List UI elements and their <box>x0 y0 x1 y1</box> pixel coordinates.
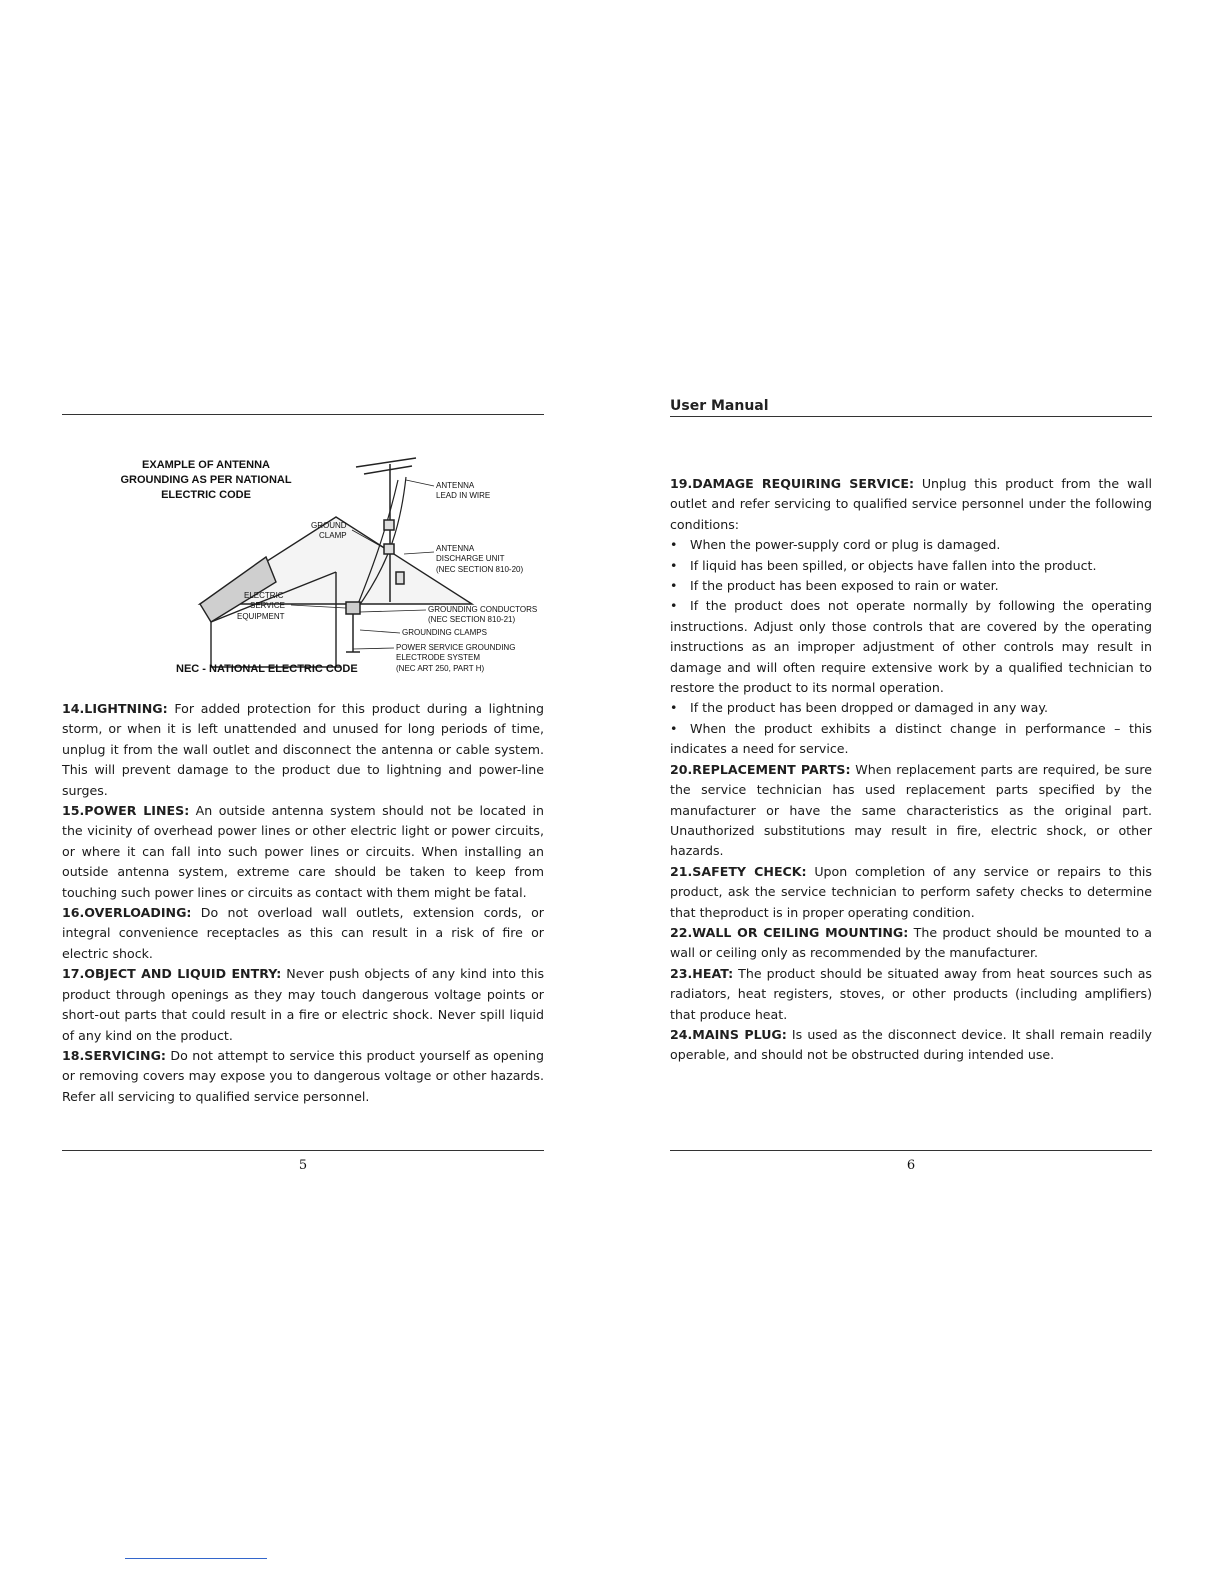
label-ground-clamp: GROUND <box>311 521 347 530</box>
list-item: • If the product does not operate normally by following the operating instructions. Adjust only those controls that are covered by the operating instructions as an improper adjustment of other controls may result in damage and will often require extensive work by a qualified technician to restore the product to its normal operation. <box>670 598 1152 696</box>
section-23: 23.HEAT: The product should be situated away from heat sources such as radiators, heat registers, stoves, or other products (including amplifiers) that produce heat. <box>670 965 1152 1022</box>
label-power-service: ELECTRODE SYSTEM <box>396 653 481 662</box>
label-discharge-unit: DISCHARGE UNIT <box>436 554 505 563</box>
list-item: • When the product exhibits a distinct change in performance – this indicates a need for service. <box>670 720 1152 757</box>
section-18: 18.SERVICING: Do not attempt to service this product yourself as opening or removing covers may expose you to dangerous voltage or other hazards. Refer all servicing to qualified service personnel. <box>62 1047 544 1104</box>
list-item: • When the power-supply cord or plug is damaged. <box>670 537 1001 553</box>
label-grounding-conductors: (NEC SECTION 810-21) <box>428 615 516 624</box>
label-electric-service: EQUIPMENT <box>237 612 285 621</box>
top-rule <box>670 416 1152 417</box>
list-item: • If the product has been dropped or damaged in any way. <box>670 700 1048 716</box>
page-number: 6 <box>906 1158 916 1173</box>
right-page <box>670 0 1152 1584</box>
bottom-rule <box>62 1150 544 1151</box>
antenna-grounding-diagram <box>116 452 556 682</box>
label-antenna-lead: ANTENNA <box>436 481 475 490</box>
diagram-title-line: ELECTRIC CODE <box>161 489 251 501</box>
label-antenna-lead: LEAD IN WIRE <box>436 491 491 500</box>
section-22: 22.WALL OR CEILING MOUNTING: The product should be mounted to a wall or ceiling only as recommended by the manufacturer. <box>670 924 1152 961</box>
section-21: 21.SAFETY CHECK: Upon completion of any service or repairs to this product, ask the service technician to perform safety checks to determine that theproduct is in proper operating condition. <box>670 863 1152 920</box>
bottom-rule <box>670 1150 1152 1151</box>
section-24: 24.MAINS PLUG: Is used as the disconnect device. It shall remain readily operable, and should not be obstructed during intended use. <box>670 1026 1152 1063</box>
section-14: 14.LIGHTNING: For added protection for this product during a lightning storm, or when it is left unattended and unused for long periods of time, unplug it from the wall outlet and disconnect the antenna or cable system. This will prevent damage to the product due to lightning and power-line surges. <box>62 701 544 798</box>
label-electric-service: ELECTRIC <box>244 591 284 600</box>
link-underline <box>125 1558 267 1559</box>
header-title: User Manual <box>670 398 769 414</box>
section-17: 17.OBJECT AND LIQUID ENTRY: Never push objects of any kind into this product through openings as they may touch dangerous voltage points or short-out parts that could result in a fire or electric shock. Never spill liquid of any kind on the product. <box>62 966 545 1043</box>
left-page <box>62 0 544 1584</box>
label-electric-service: SERVICE <box>250 601 285 610</box>
label-grounding-conductors: GROUNDING CONDUCTORS <box>428 605 538 614</box>
label-nec: NEC - NATIONAL ELECTRIC CODE <box>176 663 358 675</box>
label-discharge-unit: ANTENNA <box>436 544 475 553</box>
section-15: 15.POWER LINES: An outside antenna system should not be located in the vicinity of overhead power lines or other electric light or power circuits, or where it can fall into such power lines or circuits. When installing an outside antenna system, extreme care should be taken to keep from touching such power lines or circuits as contact with them might be fatal. <box>62 803 544 900</box>
label-grounding-clamps: GROUNDING CLAMPS <box>402 628 487 637</box>
diagram-title-line: GROUNDING AS PER NATIONAL <box>120 474 292 486</box>
label-discharge-unit: (NEC SECTION 810-20) <box>436 565 524 574</box>
safety-instructions-right <box>670 474 1152 1066</box>
list-item: • If liquid has been spilled, or objects have fallen into the product. <box>670 557 1097 573</box>
section-20: 20.REPLACEMENT PARTS: When replacement parts are required, be sure the service technician has used replacement parts specified by the manufacturer or have the same characteristics as the original part. Unauthorized substitutions may result in fire, electric shock, or other hazards. <box>670 761 1152 859</box>
diagram-title-line: EXAMPLE OF ANTENNA <box>142 459 270 471</box>
section-19: 19.DAMAGE REQUIRING SERVICE: Unplug this product from the wall outlet and refer servicing to qualified service personnel under the following conditions: <box>670 476 1152 532</box>
label-power-service: POWER SERVICE GROUNDING <box>396 643 516 652</box>
section-16: 16.OVERLOADING: Do not overload wall outlets, extension cords, or integral convenience receptacles as this can result in a risk of fire or electric shock. <box>62 905 544 961</box>
safety-instructions-left <box>62 699 544 1107</box>
top-rule <box>62 414 544 415</box>
label-power-service: (NEC ART 250, PART H) <box>396 664 485 673</box>
page-number: 5 <box>298 1158 308 1173</box>
list-item: • If the product has been exposed to rain or water. <box>670 578 999 594</box>
label-ground-clamp: CLAMP <box>319 531 347 540</box>
